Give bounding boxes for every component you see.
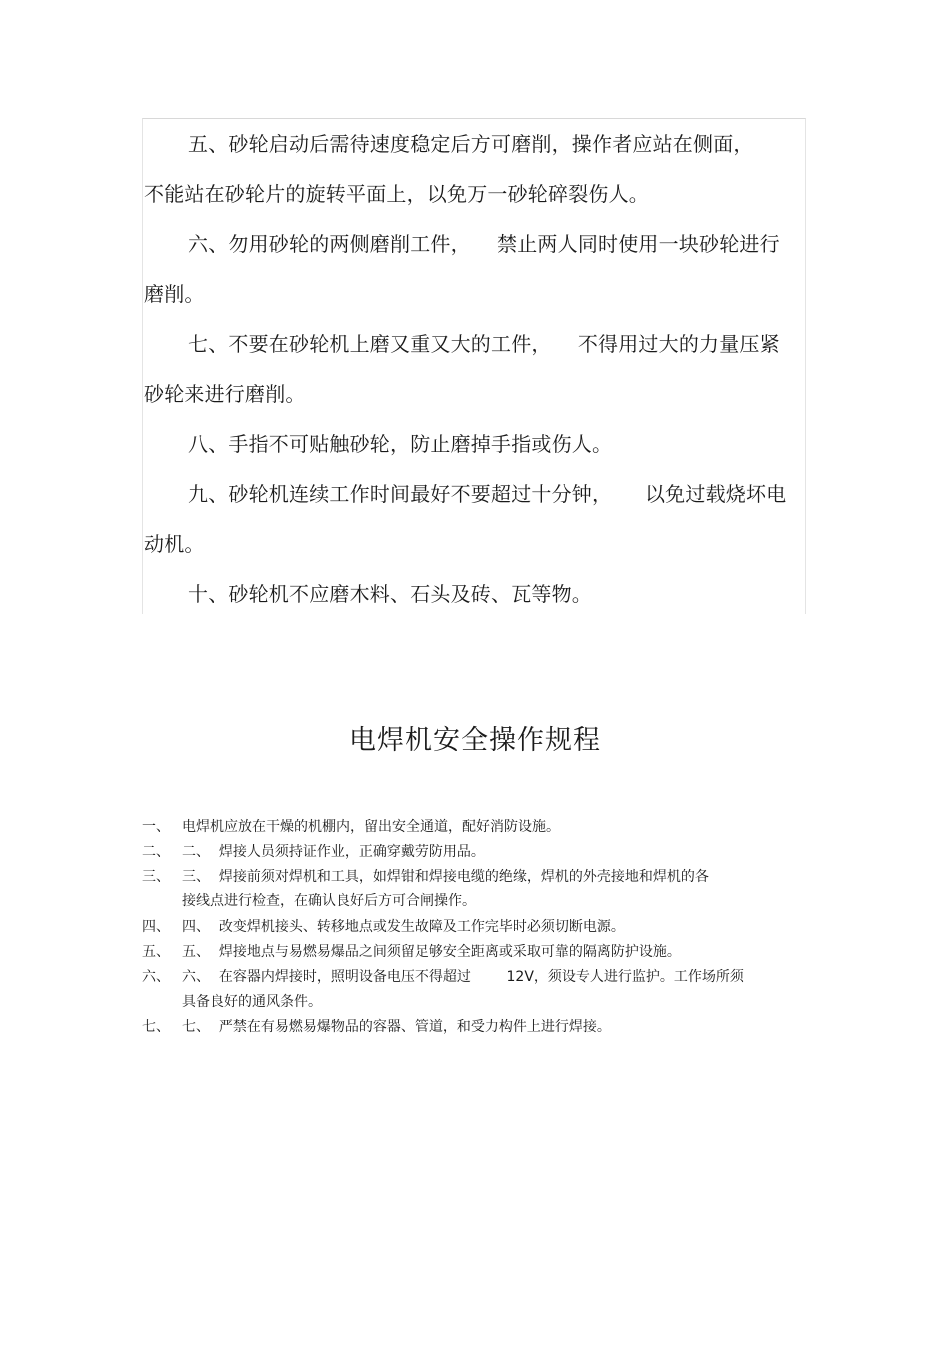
welder-rule-1: 电焊机应放在干燥的机棚内，留出安全通道，配好消防设施。	[182, 819, 560, 835]
welder-rule-4: 四、 改变焊机接头、转移地点或发生故障及工作完毕时必须切断电源。	[182, 919, 625, 935]
welder-rule-6-cont: 具备良好的通风条件。	[182, 994, 322, 1010]
grinder-rule-6-line1: 六、勿用砂轮的两侧磨削工件， 禁止两人同时使用一块砂轮进行	[188, 232, 780, 256]
grinder-rule-7-line1: 七、不要在砂轮机上磨又重又大的工件， 不得用过大的力量压紧	[188, 332, 780, 356]
welder-rule-2: 二、 焊接人员须持证作业，正确穿戴劳防用品。	[182, 844, 485, 860]
rule-number: 二、	[142, 844, 170, 860]
page-title: 电焊机安全操作规程	[349, 725, 601, 756]
welder-rule-3: 三、 焊接前须对焊机和工具，如焊钳和焊接电缆的绝缘，焊机的外壳接地和焊机的各	[182, 869, 709, 885]
rule-number: 四、	[142, 919, 170, 935]
rule-number: 一、	[142, 819, 170, 835]
rule-number: 七、	[142, 1019, 170, 1035]
grinder-rule-7-line2: 砂轮来进行磨削。	[144, 382, 306, 406]
grinder-rule-8-line1: 八、手指不可贴触砂轮，防止磨掉手指或伤人。	[188, 432, 613, 456]
grinder-rule-10-line1: 十、砂轮机不应磨木料、石头及砖、瓦等物。	[188, 582, 592, 606]
grinder-rule-5-line2: 不能站在砂轮片的旋转平面上，以免万一砂轮碎裂伤人。	[144, 182, 649, 206]
grinder-rule-6-line2: 磨削。	[144, 282, 205, 306]
grinder-rule-9-line1: 九、砂轮机连续工作时间最好不要超过十分钟， 以免过载烧坏电	[188, 482, 787, 506]
grinder-rule-9-line2: 动机。	[144, 532, 205, 556]
rule-number: 五、	[142, 944, 170, 960]
grinder-rule-5-line1: 五、砂轮启动后需待速度稳定后方可磨削，操作者应站在侧面，	[188, 132, 754, 156]
rule-number: 六、	[142, 969, 170, 985]
welder-rule-5: 五、 焊接地点与易燃易爆品之间须留足够安全距离或采取可靠的隔离防护设施。	[182, 944, 681, 960]
rule-number: 三、	[142, 869, 170, 885]
welder-rule-6: 六、 在容器内焊接时，照明设备电压不得超过 12V，须设专人进行监护。工作场所须	[182, 969, 744, 985]
welder-rule-7: 七、 严禁在有易燃易爆物品的容器、管道，和受力构件上进行焊接。	[182, 1019, 611, 1035]
welder-rule-3-cont: 接线点进行检查，在确认良好后方可合闸操作。	[182, 893, 476, 909]
